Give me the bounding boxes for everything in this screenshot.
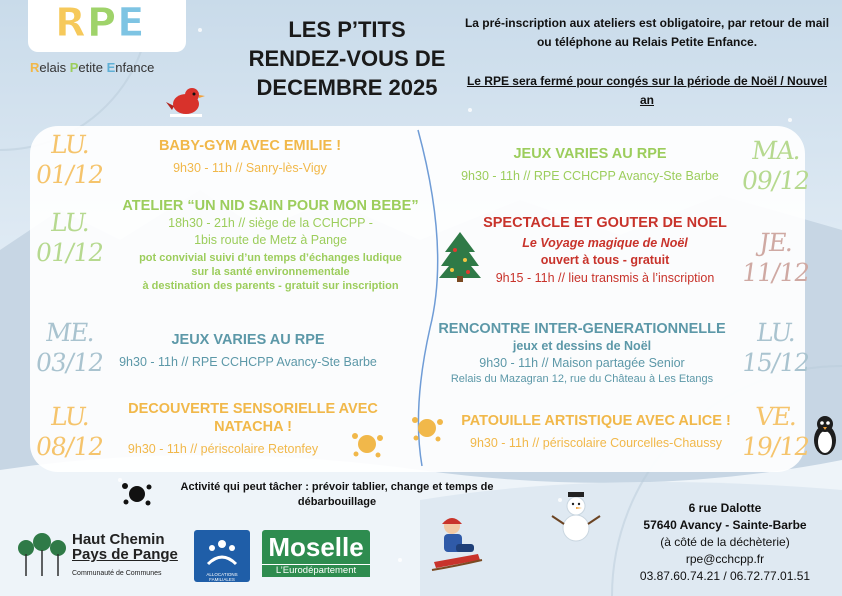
moselle-title: Moselle (262, 530, 370, 564)
event-date (33, 318, 106, 378)
event-title: RENCONTRE INTER-GENERATIONNELLE (438, 321, 726, 337)
closure-notice: Le RPE sera fermé pour congés sur la période de Noël / Nouvel an (466, 74, 828, 107)
sub-elais: elais (39, 60, 70, 75)
contact-block (620, 500, 830, 585)
stain-warning-line-1: Activité qui peut tâcher : prévoir tablier, change et temps de (180, 481, 494, 493)
hcpp-line-2: Pays de Pange (72, 546, 178, 563)
event-date (33, 208, 106, 268)
event-date (739, 402, 812, 462)
notice-line-1: La pré-inscription aux ateliers est obligatoire, par retour de mail (464, 16, 830, 30)
event-extra: à destination des parents - gratuit sur inscription (142, 280, 399, 292)
event-title: BABY-GYM AVEC EMILIE ! (158, 138, 342, 154)
event-date (33, 130, 106, 190)
event-time-place: 9h30 - 11h // Maison partagée Senior (479, 356, 685, 370)
date-day: JE. (757, 228, 795, 257)
stain-warning-line-2: débarbouillage (297, 496, 377, 508)
bird-icon (166, 84, 206, 118)
event-title: JEUX VARIES AU RPE (171, 332, 325, 348)
hcpp-line-3: Communauté de Communes (72, 570, 162, 577)
penguin-icon (812, 414, 838, 456)
black-splash-icon (120, 480, 154, 508)
event-title: JEUX VARIES AU RPE (513, 146, 667, 162)
notice-line-2: ou téléphone au Relais Petite Enfance. (536, 35, 758, 49)
moselle-subtitle: L’Eurodépartement (262, 564, 370, 577)
event-extra: sur la santé environnementale (191, 266, 350, 278)
contact-street: 6 rue Dalotte (688, 501, 762, 515)
date-day: LU. (48, 208, 92, 237)
date-num: 01/12 (33, 238, 106, 267)
snowman-icon (548, 488, 604, 544)
event-date (739, 228, 812, 288)
sub-r: R (30, 60, 40, 75)
page-title (238, 15, 456, 102)
event-subtitle: Le Voyage magique de Noël (522, 236, 688, 250)
event-time-place: 9h30 - 11h // périscolaire Retonfey (127, 442, 319, 456)
contact-city: 57640 Avancy - Sainte-Barbe (643, 518, 807, 532)
title-line-3: DECEMBRE 2025 (256, 75, 438, 100)
date-num: 09/12 (739, 166, 812, 195)
event-patouille (446, 412, 746, 452)
date-num: 15/12 (739, 348, 812, 377)
event-extra: pot convivial suivi d’un temps d’échanges ludique (139, 252, 402, 264)
date-day: LU. (48, 402, 92, 431)
event-subtitle: jeux et dessins de Noël (512, 339, 652, 353)
event-title: PATOUILLE ARTISTIQUE AVEC ALICE ! (461, 413, 731, 429)
paint-splash-icon (410, 412, 444, 444)
event-nid-sain (98, 197, 443, 293)
event-title: ATELIER “UN NID SAIN POUR MON BEBE” (122, 198, 419, 214)
event-jeux-varies-2 (440, 145, 740, 185)
notice-block (462, 14, 832, 110)
stain-warning (172, 480, 502, 510)
date-num: 03/12 (33, 348, 106, 377)
moselle-logo (262, 530, 370, 577)
caf-family-icon (194, 530, 250, 574)
rpe-logo (55, 0, 145, 46)
event-baby-gym (100, 137, 400, 177)
date-day: MA. (749, 136, 803, 165)
date-num: 08/12 (33, 432, 106, 461)
sled-child-icon (428, 514, 484, 578)
event-address: 1bis route de Metz à Pange (194, 233, 347, 247)
date-day: LU. (48, 130, 92, 159)
contact-phones: 03.87.60.74.21 / 06.72.77.01.51 (639, 569, 811, 583)
event-rencontre (422, 320, 742, 387)
sub-nfance: nfance (115, 60, 155, 75)
title-line-2: RENDEZ-VOUS DE (248, 46, 446, 71)
event-time-place: 9h30 - 11h // RPE CCHCPP Avancy-Ste Barbe (461, 169, 719, 183)
sub-p: P (69, 60, 79, 75)
date-day: ME. (43, 318, 97, 347)
date-day: VE. (753, 402, 799, 431)
haut-chemin-logo-icon (16, 530, 72, 578)
event-address: Relais du Mazagran 12, rue du Château à Les Etangs (450, 373, 714, 385)
logo-letter-e: E (117, 0, 146, 46)
event-date (739, 318, 812, 378)
contact-email[interactable]: rpe@cchcpp.fr (685, 552, 765, 566)
date-num: 11/12 (739, 258, 812, 287)
paint-splash-icon (350, 428, 384, 460)
logo-subtitle (30, 60, 154, 75)
event-time-place: 9h30 - 11h // périscolaire Courcelles-Chaussy (470, 436, 722, 450)
event-title: SPECTACLE ET GOUTER DE NOEL (483, 215, 727, 231)
event-time-place: 18h30 - 21h // siège de la CCHCPP - (168, 216, 373, 230)
date-num: 01/12 (33, 160, 106, 189)
caf-line-1: ALLOCATIONS (206, 572, 238, 577)
contact-note: (à côté de la déchèterie) (660, 535, 790, 549)
date-day: LU. (754, 318, 798, 347)
event-spectacle (470, 214, 740, 287)
event-subtitle-2: ouvert à tous - gratuit (540, 253, 670, 267)
event-time-place: 9h30 - 11h // Sanry-lès-Vigy (173, 161, 327, 175)
sub-etite: etite (78, 60, 107, 75)
caf-text (194, 572, 250, 582)
event-time-place: 9h30 - 11h // RPE CCHCPP Avancy-Ste Barbe (119, 355, 377, 369)
event-jeux-varies (98, 331, 398, 371)
logo-letter-p: P (86, 0, 118, 46)
event-date (739, 136, 812, 196)
event-title: DECOUVERTE SENSORIELLE AVEC (128, 401, 378, 417)
date-num: 19/12 (739, 432, 812, 461)
caf-line-2: FAMILIALES (209, 577, 235, 582)
logo-letter-r: R (55, 0, 87, 46)
event-title: NATACHA ! (214, 419, 292, 435)
haut-chemin-logo (72, 532, 178, 581)
hcpp-line-1: Haut Chemin (72, 531, 165, 548)
title-line-1: LES P’TITS (288, 17, 406, 42)
sub-e: E (106, 60, 116, 75)
event-time-place: 9h15 - 11h // lieu transmis à l’inscription (495, 271, 715, 285)
